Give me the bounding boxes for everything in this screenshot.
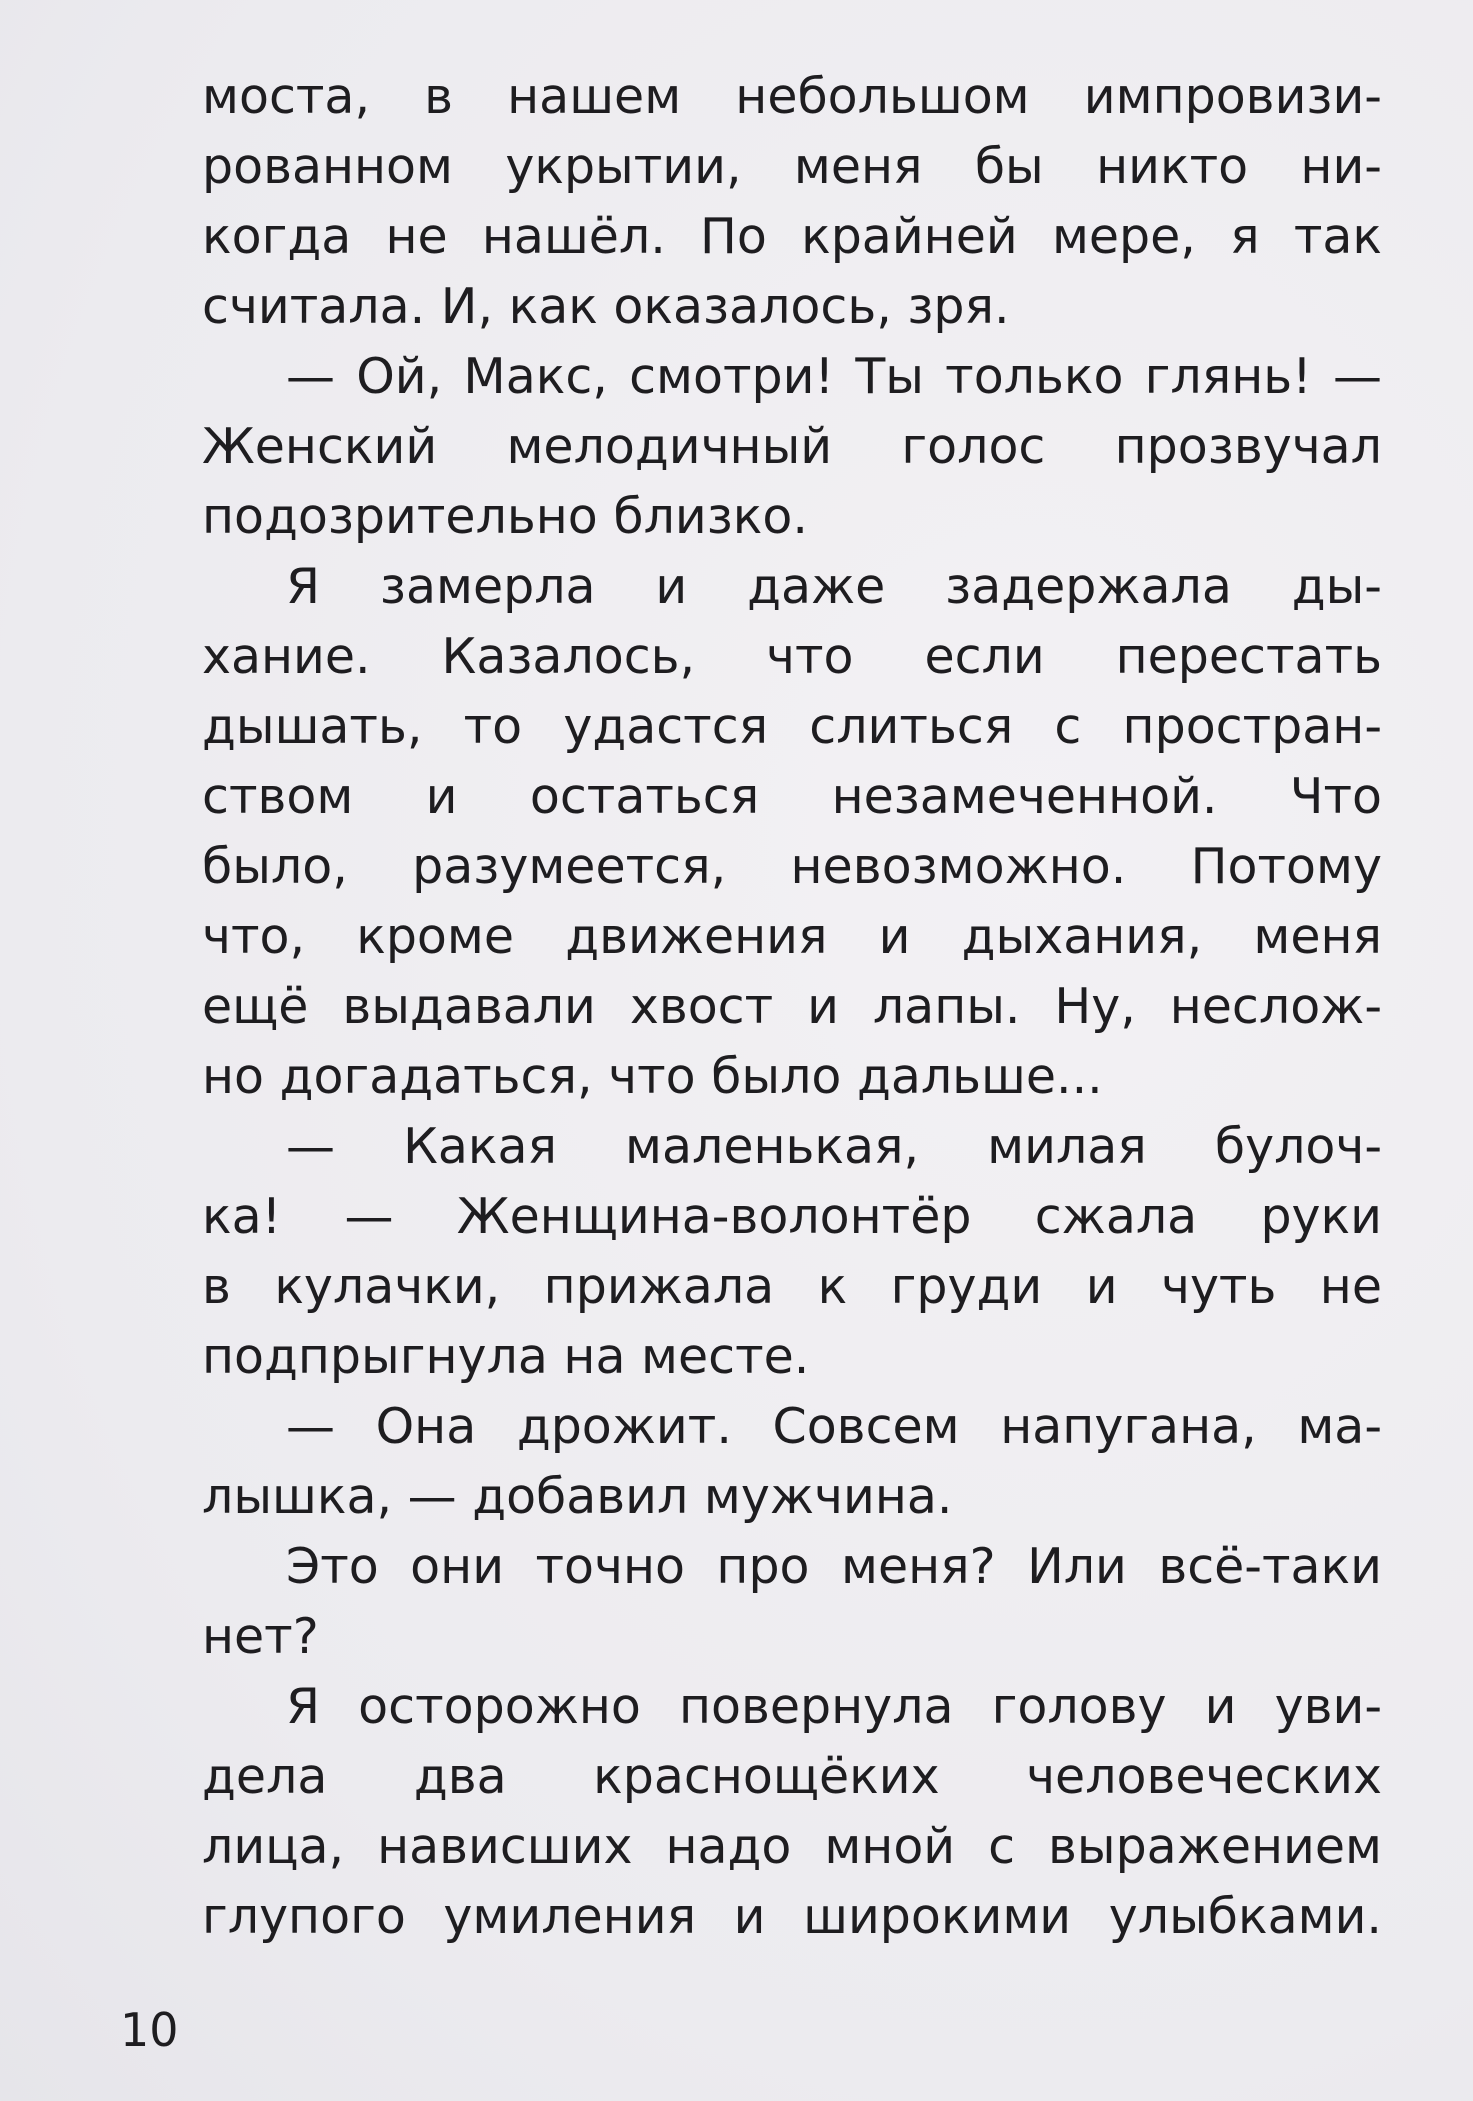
text-line: рованном укрытии, меня бы никто ни- <box>202 138 1382 195</box>
text-line: Я замерла и даже задержала ды- <box>286 558 1382 615</box>
text-line: дышать, то удастся слиться с простран- <box>202 698 1382 755</box>
text-line: глупого умиления и широкими улыбками. <box>202 1888 1382 1945</box>
text-line: дела два краснощёких человеческих <box>202 1748 1382 1805</box>
text-line: — Она дрожит. Совсем напугана, ма- <box>286 1398 1382 1455</box>
text-line: в кулачки, прижала к груди и чуть не <box>202 1258 1382 1315</box>
text-line: ством и остаться незамеченной. Что <box>202 768 1382 825</box>
text-line: лышка, — добавил мужчина. <box>202 1468 953 1525</box>
text-line: подпрыгнула на месте. <box>202 1328 810 1385</box>
text-line: когда не нашёл. По крайней мере, я так <box>202 208 1382 265</box>
text-line: Я осторожно повернула голову и уви- <box>286 1678 1382 1735</box>
text-line: но догадаться, что было дальше... <box>202 1048 1103 1105</box>
text-line: ка! — Женщина-волонтёр сжала руки <box>202 1188 1382 1245</box>
body-text <box>202 62 1382 1952</box>
text-line: хание. Казалось, что если перестать <box>202 628 1382 685</box>
text-line: нет? <box>202 1608 319 1665</box>
text-line: Это они точно про меня? Или всё-таки <box>286 1538 1382 1595</box>
text-line: считала. И, как оказалось, зря. <box>202 278 1010 335</box>
page-number: 10 <box>120 2003 179 2057</box>
text-line: — Ой, Макс, смотри! Ты только глянь! — <box>286 348 1382 405</box>
text-line: лица, нависших надо мной с выражением <box>202 1818 1382 1875</box>
text-line: что, кроме движения и дыхания, меня <box>202 908 1382 965</box>
text-line: ещё выдавали хвост и лапы. Ну, неслож- <box>202 978 1382 1035</box>
text-line: было, разумеется, невозможно. Потому <box>202 838 1382 895</box>
text-line: — Какая маленькая, милая булоч- <box>286 1118 1382 1175</box>
text-line: подозрительно близко. <box>202 488 808 545</box>
text-line: моста, в нашем небольшом импровизи- <box>202 68 1382 125</box>
text-line: Женский мелодичный голос прозвучал <box>202 418 1382 475</box>
